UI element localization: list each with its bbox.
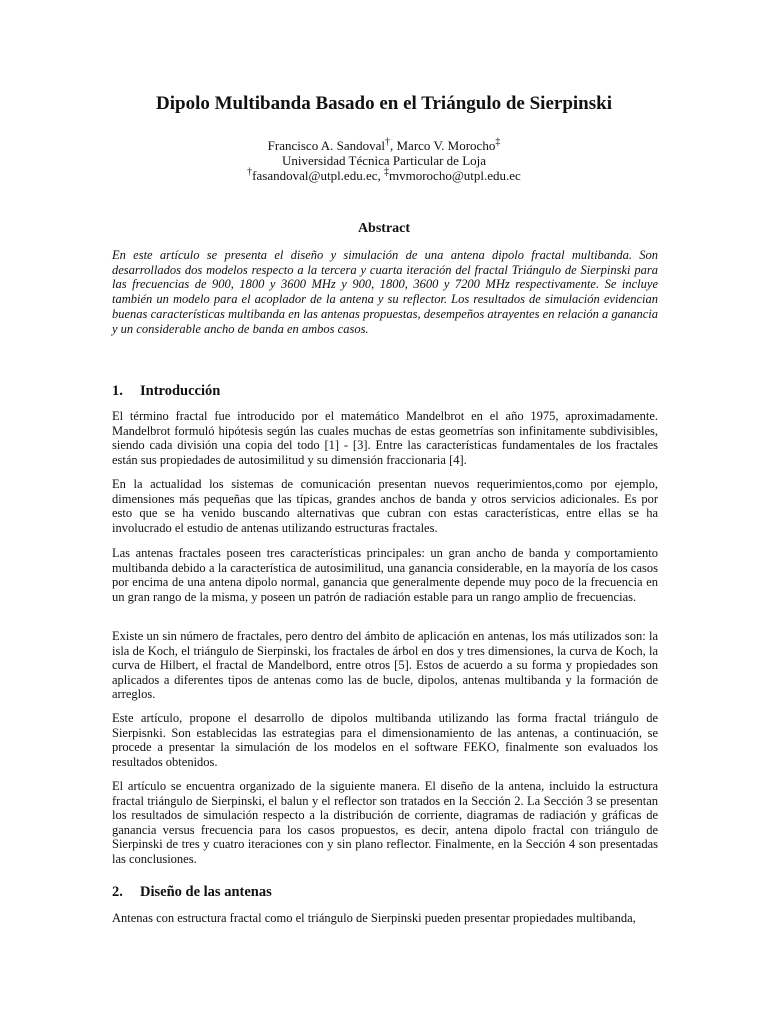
section-1-title: Introducción [140, 383, 221, 399]
double-dagger-mark-email: ‡ [384, 166, 389, 178]
section-1-heading [112, 383, 220, 400]
affiliation: Universidad Técnica Particular de Loja [281, 153, 487, 168]
abstract-heading: Abstract [357, 221, 411, 236]
paper-title: Dipolo Multibanda Basado en el Triángulo de Sierpinski [156, 93, 612, 114]
paragraph: En la actualidad los sistemas de comunicación presentan nuevos requerimientos,como por ejemplo, dimensiones más pequeñas que las típicas, grandes anchos de banda y otros servicios adicionales. Es por esto que se ha venido buscando alternativas que cubran con estas características, entre ellas se ha involucrado el estudio de antenas utilizando estructuras fractales. [112, 477, 658, 535]
section-2-title: Diseño de las antenas [140, 884, 272, 900]
double-dagger-mark: ‡ [495, 136, 501, 148]
paragraph: Antenas con estructura fractal como el triángulo de Sierpinski pueden presentar propiedades multibanda, [112, 911, 636, 925]
dagger-mark-email: † [247, 166, 253, 178]
paragraph: Las antenas fractales poseen tres características principales: un gran ancho de banda y comportamiento multibanda debido a la característica de autosimilitud, una ganancia considerable, en la mayoría de los casos por encima de una antena dipolo normal, ganancia que generalmente depende muy poco de la frecuencia en un gran rango de la misma, y poseen un patrón de radiación estable para un rango amplio de frecuencias. [112, 546, 658, 604]
email-2: mvmorocho@utpl.edu.ec [389, 168, 521, 183]
author-1: Francisco A. Sandoval [267, 138, 385, 153]
paragraph: El artículo se encuentra organizado de la siguiente manera. El diseño de la antena, incluido la estructura fractal triángulo de Sierpinski, el balun y el reflector son tratados en la Sección 2. La Sección 3 se presentan los resultados de simulación respecto a la distribución de corriente, diagramas de radiación y gráficas de ganancia versus frecuencia para los casos propuestos, es decir, antena dipolo fractal con triángulo de Sierpinski de tres y cuatro iteraciones con y sin plano reflector. Finalmente, en la Sección 4 son presentadas las conclusiones. [112, 779, 658, 866]
abstract-text: En este artículo se presenta el diseño y simulación de una antena dipolo fractal multibanda. Son desarrollados dos modelos respecto a la tercera y cuarta iteración del fractal Triángulo de Sierpinski para las frecuencias de 900, 1800 y 3600 MHz y 900, 1800, 3600 y 7200 MHz respectivamente. Se incluye también un modelo para el acoplador de la antena y su reflector. Los resultados de simulación evidencian buenas características multibanda en las antenas propuestas, desempeños atrayentes en relación a ganancia y un considerable ancho de banda en ambos casos. [112, 248, 658, 336]
author-names [0, 138, 768, 153]
section-2-number: 2. [112, 884, 123, 900]
paragraph: El término fractal fue introducido por el matemático Mandelbrot en el año 1975, aproximadamente. Mandelbrot formuló hipótesis según las cuales muchas de estas geometrías son infinitamente subdivisibles, siendo cada división una copia del todo [1] - [3]. Entre las características fundamentales de los fractales están sus propiedades de autosimilitud y su dimensión fraccionaria [4]. [112, 409, 658, 467]
author-block [0, 138, 768, 183]
author-emails [0, 168, 768, 183]
paragraph: Existe un sin número de fractales, pero dentro del ámbito de aplicación en antenas, los más utilizados son: la isla de Koch, el triángulo de Sierpinski, los fractales de árbol en dos y tres dimensiones, la curva de Koch, la curva de Hilbert, el fractal de Mandelbord, entre otros [5]. Estos de acuerdo a su forma y propiedades son aplicados a diferentes tipos de antenas como las de bucle, dipolos, antenas multibanda y la formación de arreglos. [112, 629, 658, 702]
paragraph: Este artículo, propone el desarrollo de dipolos multibanda utilizando las forma fractal triángulo de Sierpisnki. Son establecidas las estrategias para el dimensionamiento de las antenas, a continuación, se procede a presentar la simulación de los modelos en el software FEKO, finalmente son evaluados los resultados obtenidos. [112, 711, 658, 769]
dagger-mark: † [385, 136, 390, 148]
section-2-heading [112, 884, 272, 901]
author-2: , Marco V. Morocho [390, 138, 496, 153]
email-1: fasandoval@utpl.edu.ec, [252, 168, 384, 183]
section-1-number: 1. [112, 383, 123, 399]
